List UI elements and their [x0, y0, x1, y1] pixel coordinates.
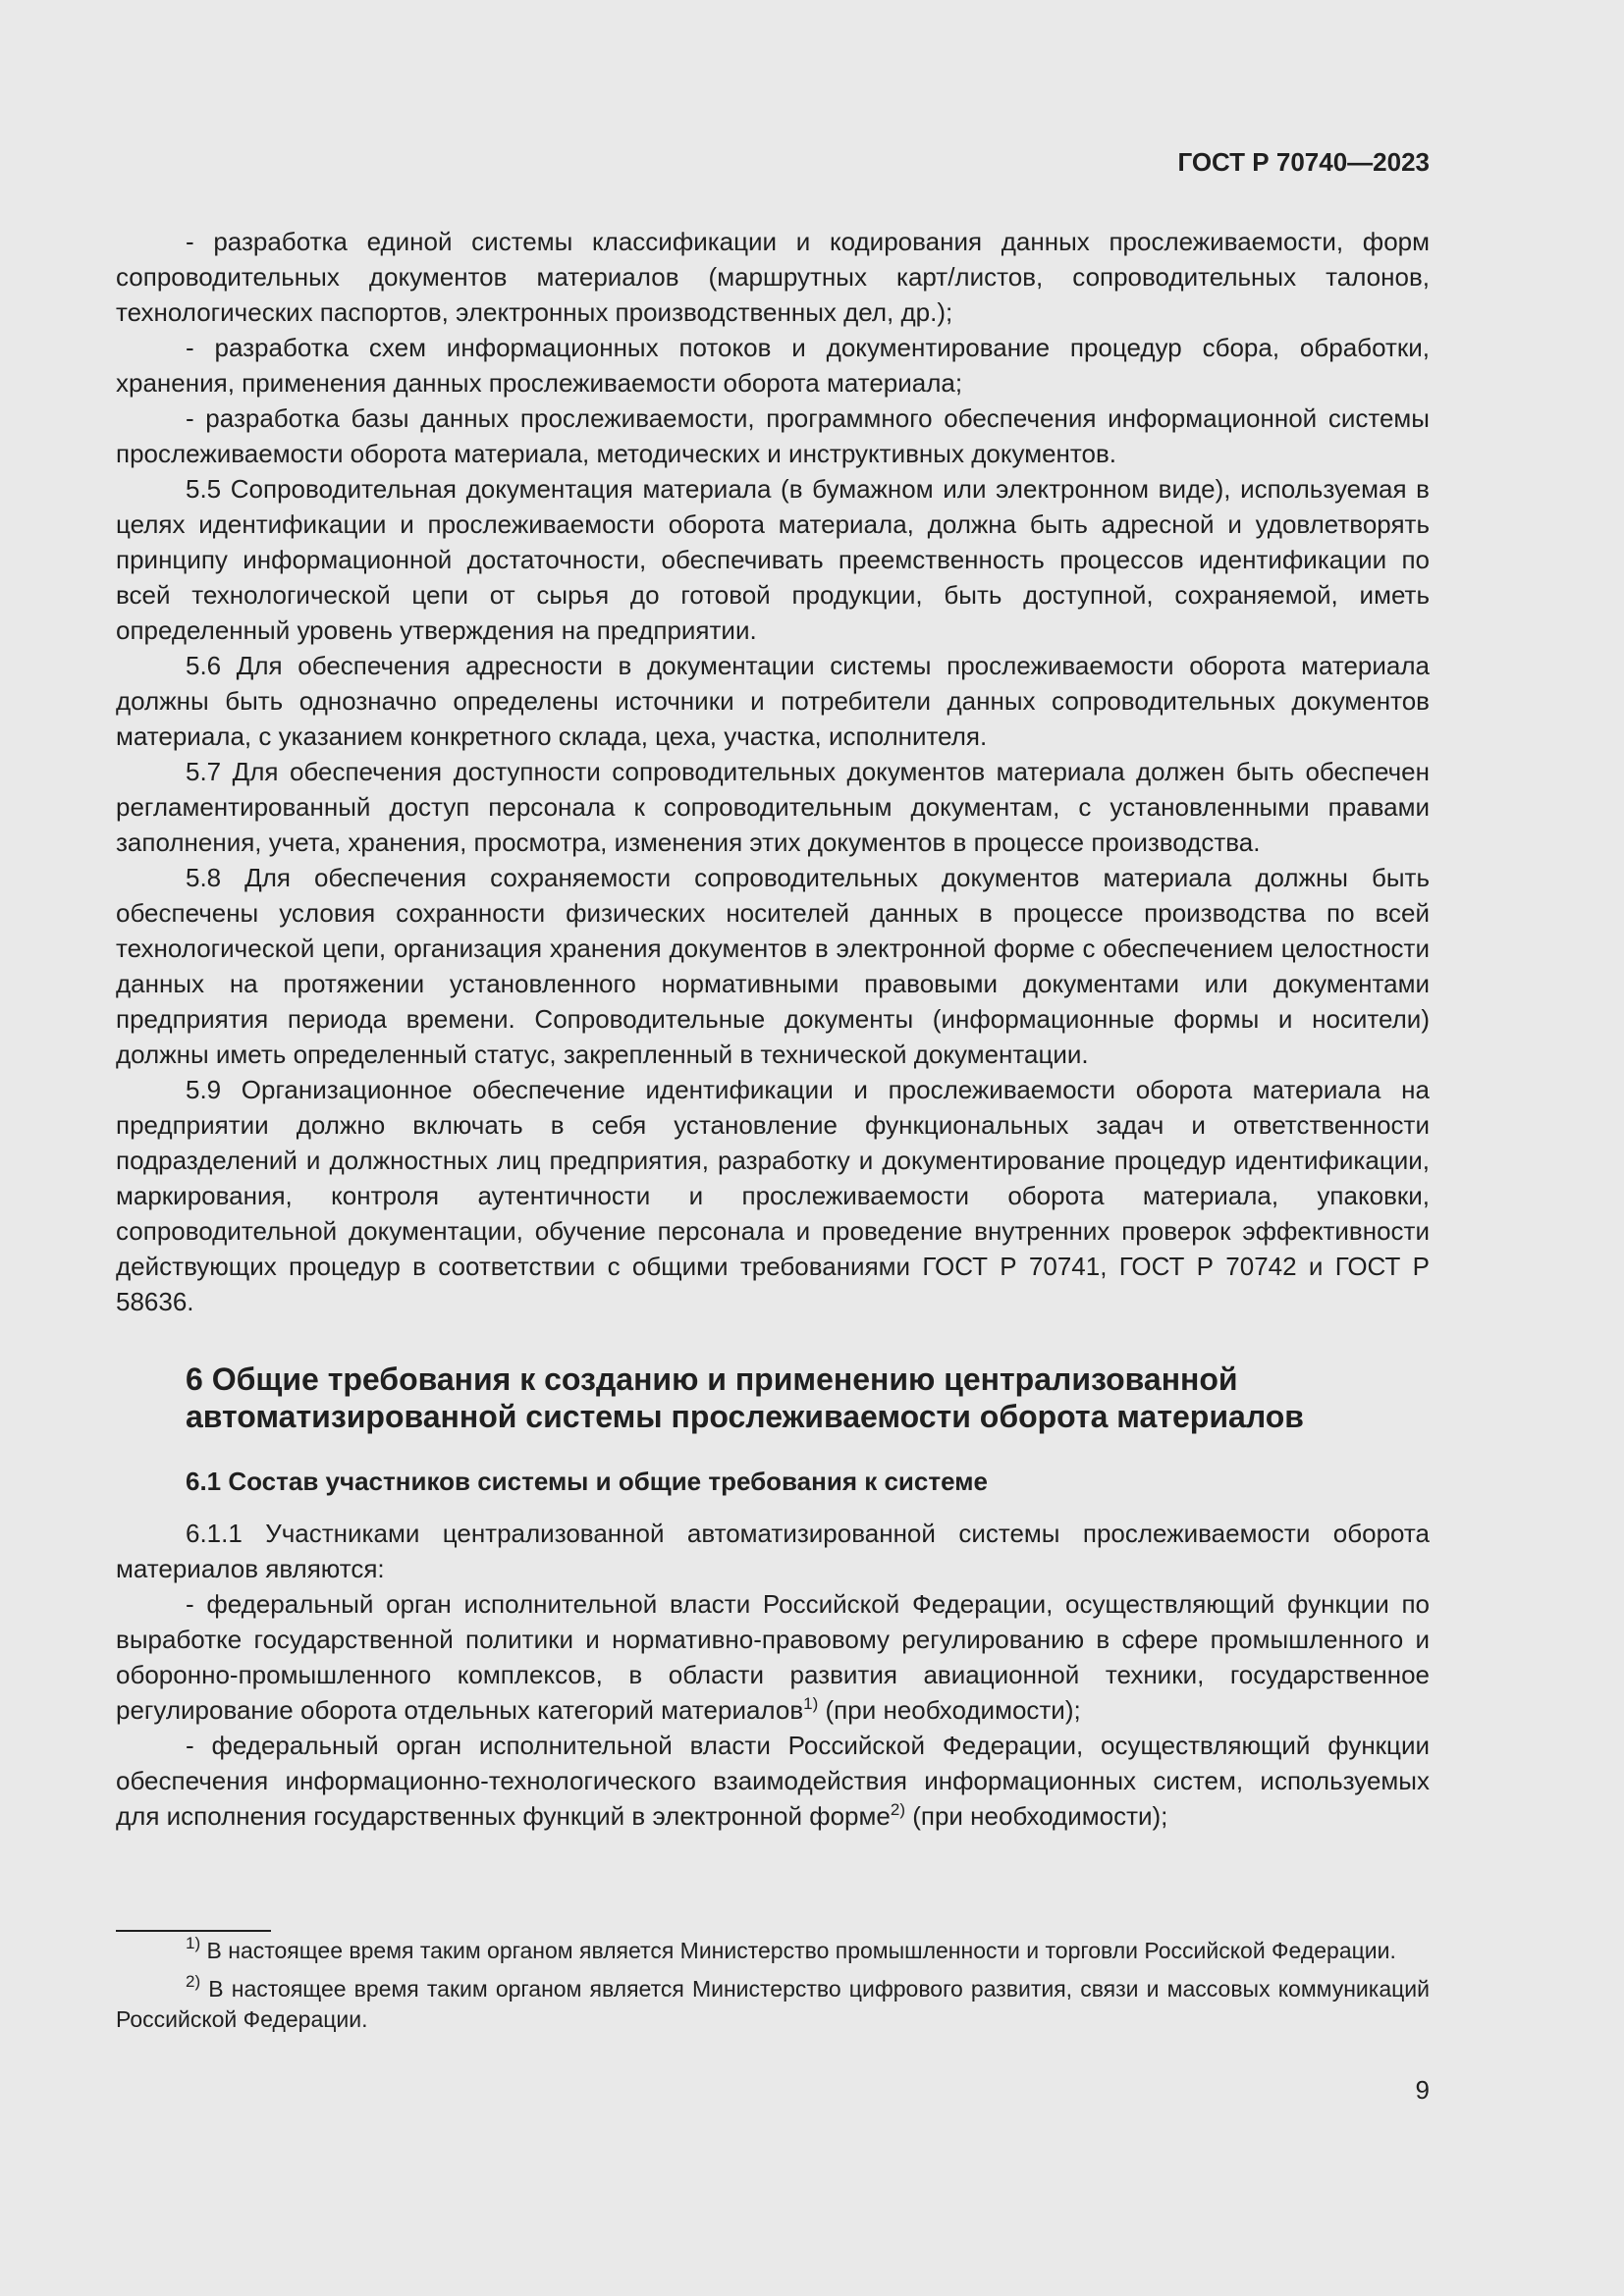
clause-6-1-1: 6.1.1 Участниками централизованной автоматизированной системы прослеживаемости оборота материалов являются:	[116, 1519, 1430, 1583]
footnote-1	[116, 1936, 1430, 1966]
clause-5-6: 5.6 Для обеспечения адресности в документации системы прослеживаемости оборота материала должны быть однозначно определены источники и потребители данных сопроводительных документов материала, с указанием конкретного склада, цеха, участка, исполнителя.	[116, 651, 1430, 751]
footnote-mark-2: 2)	[186, 1972, 201, 1991]
document-body	[116, 224, 1430, 1834]
footnote-2-text: В настоящее время таким органом является Министерство цифрового развития, связи и массовых коммуникаций Российской Федерации.	[116, 1976, 1430, 2032]
participant-item-2	[116, 1728, 1430, 1834]
clause-5-5: 5.5 Сопроводительная документация материала (в бумажном или электронном виде), используемая в целях идентификации и прослеживаемости оборота материала, должна быть адресной и удовлетворять принципу информационной достаточности, обеспечивать преемственность процессов идентификации по всей технологической цепи от сырья до готовой продукции, быть доступной, сохраняемой, иметь определенный уровень утверждения на предприятии.	[116, 474, 1430, 645]
participant-item-1	[116, 1586, 1430, 1728]
footnote-ref-2: 2)	[890, 1800, 905, 1819]
clause-5-7: 5.7 Для обеспечения доступности сопроводительных документов материала должен быть обеспечен регламентированный доступ персонала к сопроводительным документам, с установленными правами заполнения, учета, хранения, просмотра, изменения этих документов в процессе производства.	[116, 757, 1430, 857]
participant-item-1-tail: (при необходимости);	[818, 1695, 1081, 1725]
footnote-ref-1: 1)	[803, 1694, 819, 1713]
clause-5-8: 5.8 Для обеспечения сохраняемости сопроводительных документов материала должны быть обеспечены условия сохранности физических носителей данных в процессе производства по всей технологической цепи, организация хранения документов в электронной форме с обеспечением целостности данных на протяжении установленного нормативными правовыми документами или документами предприятия периода времени. Сопроводительные документы (информационные формы и носители) должны иметь определенный статус, закрепленный в технической документации.	[116, 863, 1430, 1069]
document-header: ГОСТ Р 70740—2023	[1177, 147, 1430, 177]
footnote-1-text: В настоящее время таким органом является Министерство промышленности и торговли Российской Федерации.	[200, 1938, 1396, 1963]
section-heading: 6 Общие требования к созданию и применению централизованной автоматизированной системы прослеживаемости оборота материалов	[186, 1362, 1304, 1434]
footnote-2	[116, 1974, 1430, 2035]
participant-item-2-text: - федеральный орган исполнительной власти Российской Федерации, осуществляющий функции обеспечения информационно-технологического взаимодействия информационных систем, используемых для исполнения государственных функций в электронной форме	[116, 1731, 1430, 1831]
participant-item-2-tail: (при необходимости);	[904, 1801, 1168, 1831]
clause-5-9: 5.9 Организационное обеспечение идентификации и прослеживаемости оборота материала на предприятии должно включать в себя установление функциональных задач и ответственности подразделений и должностных лиц предприятия, разработку и документирование процедур идентификации, маркирования, контроля аутентичности и прослеживаемости оборота материала, упаковки, сопроводительной документации, обучение персонала и проведение внутренних проверок эффективности действующих процедур в соответствии с общими требованиями ГОСТ Р 70741, ГОСТ Р 70742 и ГОСТ Р 58636.	[116, 1075, 1430, 1316]
footnotes	[116, 1936, 1430, 2043]
page-number: 9	[1415, 2075, 1430, 2105]
participant-item-1-text: - федеральный орган исполнительной власти Российской Федерации, осуществляющий функции по выработке государственной политики и нормативно-правовому регулированию в сфере промышленного и оборонно-промышленного комплексов, в области развития авиационной техники, государственное регулирование оборота отдельных категорий материалов	[116, 1589, 1430, 1725]
bullet-paragraph: - разработка схем информационных потоков и документирование процедур сбора, обработки, хранения, применения данных прослеживаемости оборота материала;	[116, 333, 1430, 398]
bullet-paragraph: - разработка единой системы классификации и кодирования данных прослеживаемости, форм сопроводительных документов материалов (маршрутных карт/листов, сопроводительных талонов, технологических паспортов, электронных производственных дел, др.);	[116, 227, 1430, 327]
subsection-heading: 6.1 Состав участников системы и общие требования к системе	[186, 1467, 988, 1496]
bullet-paragraph: - разработка базы данных прослеживаемости, программного обеспечения информационной системы прослеживаемости оборота материала, методических и инструктивных документов.	[116, 403, 1430, 468]
footnote-separator	[116, 1930, 271, 1932]
footnote-mark-1: 1)	[186, 1934, 201, 1952]
